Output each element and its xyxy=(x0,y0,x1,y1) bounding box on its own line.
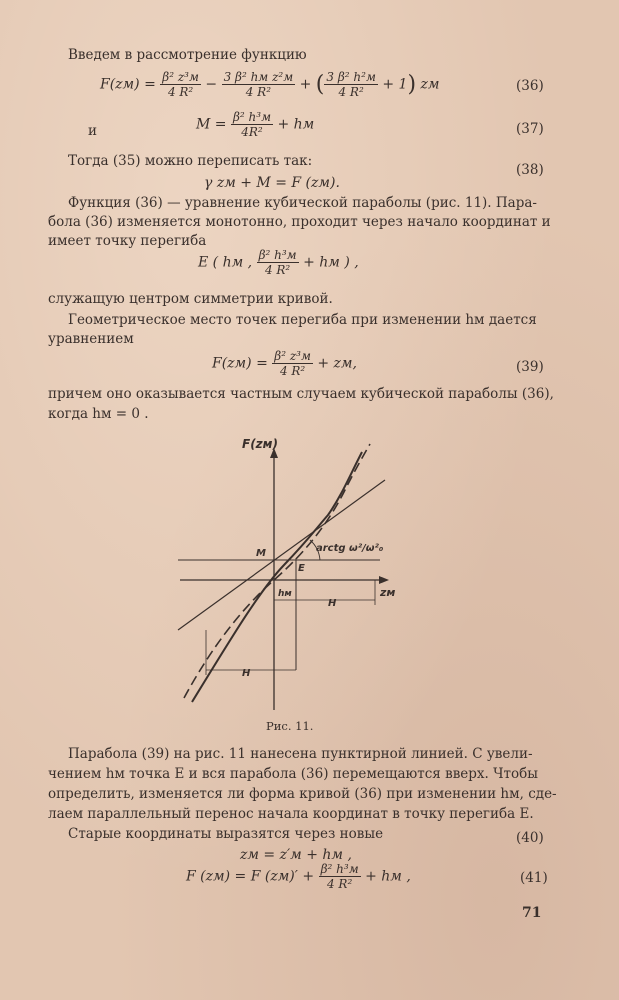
equation-40: zм = z′м + hм , xyxy=(240,847,352,863)
figure-11 xyxy=(170,430,410,710)
paragraph-1-line-2: бола (36) изменяется монотонно, проходит через начало координат и xyxy=(48,214,551,230)
dashed-curve-39 xyxy=(184,444,370,698)
equation-36: F(zм) = $\frac{\text{β² z³м}}{\text{4 R²}}$ − $\frac{\text{3 β² hм z²м}}{\text{4 R²}}$ + ( $\frac{\text{3 β² h²м}}{\text{4 R²}}$ + 1) zм xyxy=(100,70,440,99)
eq38-number: (38) xyxy=(516,162,544,178)
eq36-minus: − xyxy=(205,76,218,93)
intro-text: Введем в рассмотрение функцию xyxy=(68,47,307,63)
equation-37: M = $\frac{\text{β² h³м}}{\text{4R²}}$ + hм xyxy=(196,110,315,139)
eq36-lhs: F(zм) = xyxy=(100,76,156,93)
equation-38: γ zм + M = F (zм). xyxy=(204,175,340,191)
eq36-number: (36) xyxy=(516,78,544,94)
eq37-number: (37) xyxy=(516,121,544,137)
page-number: 71 xyxy=(522,905,542,921)
paragraph-5-line-3: определить, изменяется ли форма кривой (36) при изменении hм, сде- xyxy=(48,786,557,802)
paragraph-5-line-4: лаем параллельный перенос начала координат в точку перегиба E. xyxy=(48,806,534,822)
point-e-coordinates: E ( hм , $\frac{\text{β² h³м}}{\text{4 R²}}$ + hм ) , xyxy=(198,248,359,277)
paragraph-4-line-2: когда hм = 0 . xyxy=(48,406,149,422)
x-axis-arrow xyxy=(379,576,389,584)
tangent-line xyxy=(178,480,385,630)
then-text: Тогда (35) можно переписать так: xyxy=(68,153,313,169)
x-axis-label: zм xyxy=(380,586,396,599)
label-m: M xyxy=(256,548,266,559)
y-axis-label: F(zм) xyxy=(242,437,278,451)
paragraph-1-line-1: Функция (36) — уравнение кубической параболы (рис. 11). Пара- xyxy=(68,195,537,211)
label-e: E xyxy=(298,563,305,574)
paragraph-2: служащую центром симметрии кривой. xyxy=(48,291,333,307)
paragraph-4-line-1: причем оно оказывается частным случаем кубической параболы (36), xyxy=(48,386,554,402)
equation-39: F(zм) = $\frac{\text{β² z³м}}{\text{4 R²}}$ + zм, xyxy=(212,349,357,378)
eq36-fraction-3: $\frac{\text{3 β² h²м}}{\text{4 R²}}$ xyxy=(326,70,376,99)
eq36-tail: zм xyxy=(420,76,440,93)
paragraph-3-line-2: уравнением xyxy=(48,331,134,347)
eq36-plus: + xyxy=(299,76,312,93)
eq36-plus-one: + 1 xyxy=(382,76,408,93)
paragraph-6: Старые координаты выразятся через новые xyxy=(68,826,384,842)
equation-41: F (zм) = F (zм)′ + $\frac{\text{β² h³м}}{\text{4 R²}}$ + hм , xyxy=(186,862,411,891)
label-h-left: H xyxy=(242,668,251,679)
eq36-fraction-1: $\frac{\text{β² z³м}}{\text{4 R²}}$ xyxy=(162,70,199,99)
eq41-number: (41) xyxy=(520,870,548,886)
eq40-number: (40) xyxy=(516,830,544,846)
label-hm: hм xyxy=(278,589,292,599)
eq39-number: (39) xyxy=(516,359,544,375)
eq36-fraction-2: $\frac{\text{3 β² hм z²м}}{\text{4 R²}}$ xyxy=(223,70,294,99)
paragraph-5-line-1: Парабола (39) на рис. 11 нанесена пунктирной линией. С увели- xyxy=(68,746,533,762)
paragraph-1-line-3: имеет точку перегиба xyxy=(48,233,207,249)
paragraph-3-line-1: Геометрическое место точек перегиба при изменении hм дается xyxy=(68,312,537,328)
figure-caption: Рис. 11. xyxy=(266,719,314,733)
angle-label: arctg ω²/ω²₀ xyxy=(316,543,384,554)
paragraph-5-line-2: чением hм точка E и вся парабола (36) перемещаются вверх. Чтобы xyxy=(48,766,539,782)
label-h-right: H xyxy=(328,598,337,609)
eq37-and: и xyxy=(88,123,97,139)
